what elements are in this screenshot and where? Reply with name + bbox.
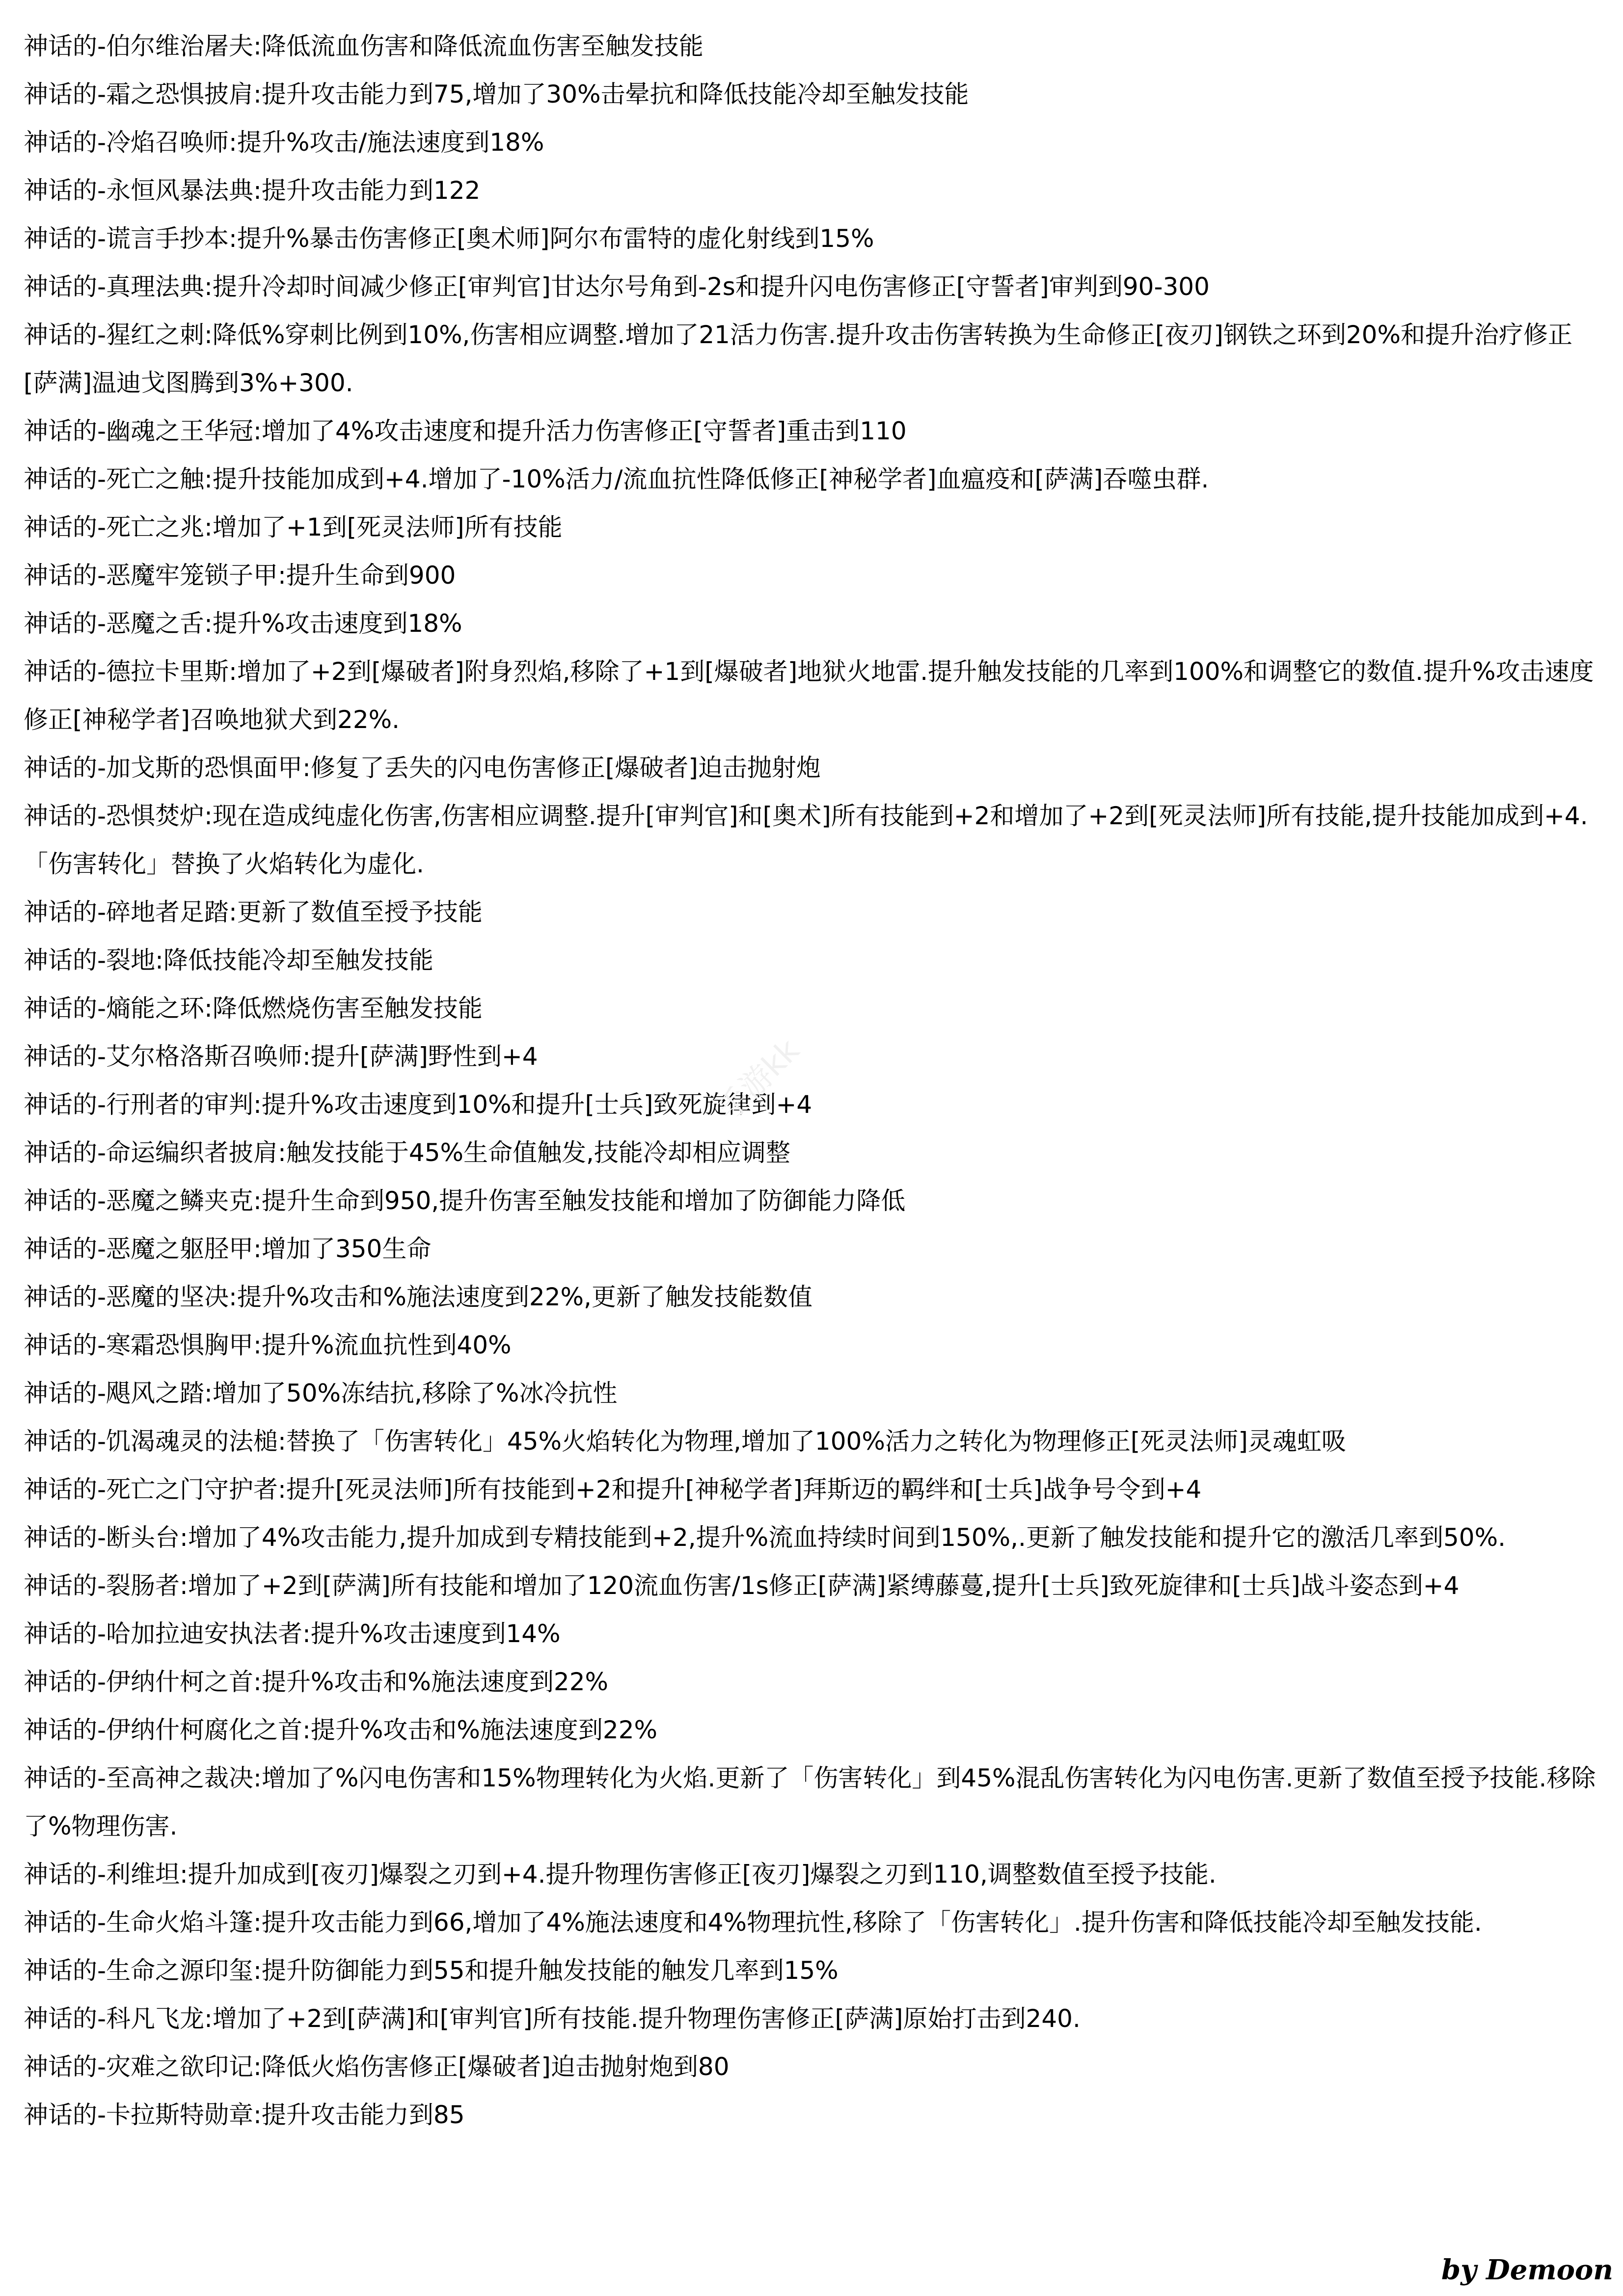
item-change-entry: 神话的-加戈斯的恐惧面甲:修复了丢失的闪电伤害修正[爆破者]迫击抛射炮 <box>24 754 821 782</box>
item-change-entry: 神话的-艾尔格洛斯召唤师:提升[萨满]野性到+4 <box>24 1042 538 1071</box>
item-change-entry: 神话的-幽魂之王华冠:增加了4%攻击速度和提升活力伤害修正[守誓者]重击到110 <box>24 417 907 445</box>
item-change-entry: 神话的-生命火焰斗篷:提升攻击能力到66,增加了4%施法速度和4%物理抗性,移除了「伤害转化」.提升伤害和降低技能冷却至触发技能. <box>24 1908 1482 1937</box>
item-change-entry: 神话的-死亡之触:提升技能加成到+4.增加了-10%活力/流血抗性降低修正[神秘学者]血瘟疫和[萨满]吞噬虫群. <box>24 465 1209 493</box>
item-change-entry: 神话的-命运编织者披肩:触发技能于45%生命值触发,技能冷却相应调整 <box>24 1138 790 1167</box>
signature: by Demoon <box>1441 2254 1613 2286</box>
item-change-entry: 神话的-利维坦:提升加成到[夜刃]爆裂之刃到+4.提升物理伤害修正[夜刃]爆裂之刃到110,调整数值至授予技能. <box>24 1860 1217 1889</box>
item-change-entry: 神话的-恶魔之鳞夹克:提升生命到950,提升伤害至触发技能和增加了防御能力降低 <box>24 1187 906 1215</box>
item-change-entry: 神话的-卡拉斯特勋章:提升攻击能力到85 <box>24 2101 465 2129</box>
item-change-entry: 神话的-飓风之踏:增加了50%冻结抗,移除了%冰冷抗性 <box>24 1379 618 1407</box>
item-change-entry: 神话的-霜之恐惧披肩:提升攻击能力到75,增加了30%击晕抗和降低技能冷却至触发技能 <box>24 80 969 108</box>
item-change-entry: 神话的-永恒风暴法典:提升攻击能力到122 <box>24 176 481 205</box>
item-change-entry: 神话的-科凡飞龙:增加了+2到[萨满]和[审判官]所有技能.提升物理伤害修正[萨满]原始打击到240. <box>24 2004 1081 2033</box>
item-change-entry: 神话的-谎言手抄本:提升%暴击伤害修正[奥术师]阿尔布雷特的虚化射线到15% <box>24 224 874 253</box>
item-change-entry: 神话的-德拉卡里斯:增加了+2到[爆破者]附身烈焰,移除了+1到[爆破者]地狱火地雷.提升触发技能的几率到100%和调整它的数值.提升%攻击速度修正[神秘学者]召唤地狱犬到22%. <box>24 657 1594 734</box>
item-change-entry: 神话的-猩红之刺:降低%穿刺比例到10%,伤害相应调整.增加了21活力伤害.提升攻击伤害转换为生命修正[夜刃]钢铁之环到20%和提升治疗修正[萨满]温迪戈图腾到3%+300. <box>24 321 1572 397</box>
item-change-entry: 神话的-熵能之环:降低燃烧伤害至触发技能 <box>24 994 483 1023</box>
item-change-entry: 神话的-哈加拉迪安执法者:提升%攻击速度到14% <box>24 1620 561 1648</box>
item-change-entry: 神话的-伊纳什柯之首:提升%攻击和%施法速度到22% <box>24 1668 609 1696</box>
item-change-entry: 神话的-真理法典:提升冷却时间减少修正[审判官]甘达尔号角到-2s和提升闪电伤害修正[守誓者]审判到90-300 <box>24 272 1210 301</box>
item-change-entry: 神话的-恶魔之躯胫甲:增加了350生命 <box>24 1235 432 1263</box>
item-change-entry: 神话的-碎地者足踏:更新了数值至授予技能 <box>24 898 483 926</box>
item-change-entry: 神话的-冷焰召唤师:提升%攻击/施法速度到18% <box>24 128 544 157</box>
item-change-entry: 神话的-断头台:增加了4%攻击能力,提升加成到专精技能到+2,提升%流血持续时间到150%,.更新了触发技能和提升它的激活几率到50%. <box>24 1523 1506 1552</box>
item-change-entry: 神话的-恶魔牢笼锁子甲:提升生命到900 <box>24 561 456 590</box>
item-change-entry: 神话的-行刑者的审判:提升%攻击速度到10%和提升[士兵]致死旋律到+4 <box>24 1090 812 1119</box>
item-change-entry: 神话的-生命之源印玺:提升防御能力到55和提升触发技能的触发几率到15% <box>24 1956 839 1985</box>
item-change-entry: 神话的-死亡之门守护者:提升[死灵法师]所有技能到+2和提升[神秘学者]拜斯迈的羁绊和[士兵]战争号令到+4 <box>24 1475 1202 1504</box>
watermark: 手游kk <box>710 1032 807 1128</box>
item-change-entry: 神话的-恐惧焚炉:现在造成纯虚化伤害,伤害相应调整.提升[审判官]和[奥术]所有技能到+2和增加了+2到[死灵法师]所有技能,提升技能加成到+4.「伤害转化」替换了火焰转化为虚化. <box>24 802 1588 878</box>
item-change-entry: 神话的-裂地:降低技能冷却至触发技能 <box>24 946 433 974</box>
item-change-entry: 神话的-恶魔之舌:提升%攻击速度到18% <box>24 609 462 638</box>
item-change-entry: 神话的-伊纳什柯腐化之首:提升%攻击和%施法速度到22% <box>24 1716 658 1744</box>
item-change-entry: 神话的-灾难之欲印记:降低火焰伤害修正[爆破者]迫击抛射炮到80 <box>24 2053 730 2081</box>
patch-notes-list <box>24 22 1599 2139</box>
item-change-entry: 神话的-恶魔的坚决:提升%攻击和%施法速度到22%,更新了触发技能数值 <box>24 1283 812 1311</box>
item-change-entry: 神话的-寒霜恐惧胸甲:提升%流血抗性到40% <box>24 1331 512 1359</box>
item-change-entry: 神话的-裂肠者:增加了+2到[萨满]所有技能和增加了120流血伤害/1s修正[萨满]紧缚藤蔓,提升[士兵]致死旋律和[士兵]战斗姿态到+4 <box>24 1571 1460 1600</box>
item-change-entry: 神话的-死亡之兆:增加了+1到[死灵法师]所有技能 <box>24 513 563 541</box>
item-change-entry: 神话的-饥渴魂灵的法槌:替换了「伤害转化」45%火焰转化为物理,增加了100%活力之转化为物理修正[死灵法师]灵魂虹吸 <box>24 1427 1346 1456</box>
item-change-entry: 神话的-至高神之裁决:增加了%闪电伤害和15%物理转化为火焰.更新了「伤害转化」到45%混乱伤害转化为闪电伤害.更新了数值至授予技能.移除了%物理伤害. <box>24 1764 1596 1840</box>
item-change-entry: 神话的-伯尔维治屠夫:降低流血伤害和降低流血伤害至触发技能 <box>24 32 703 60</box>
